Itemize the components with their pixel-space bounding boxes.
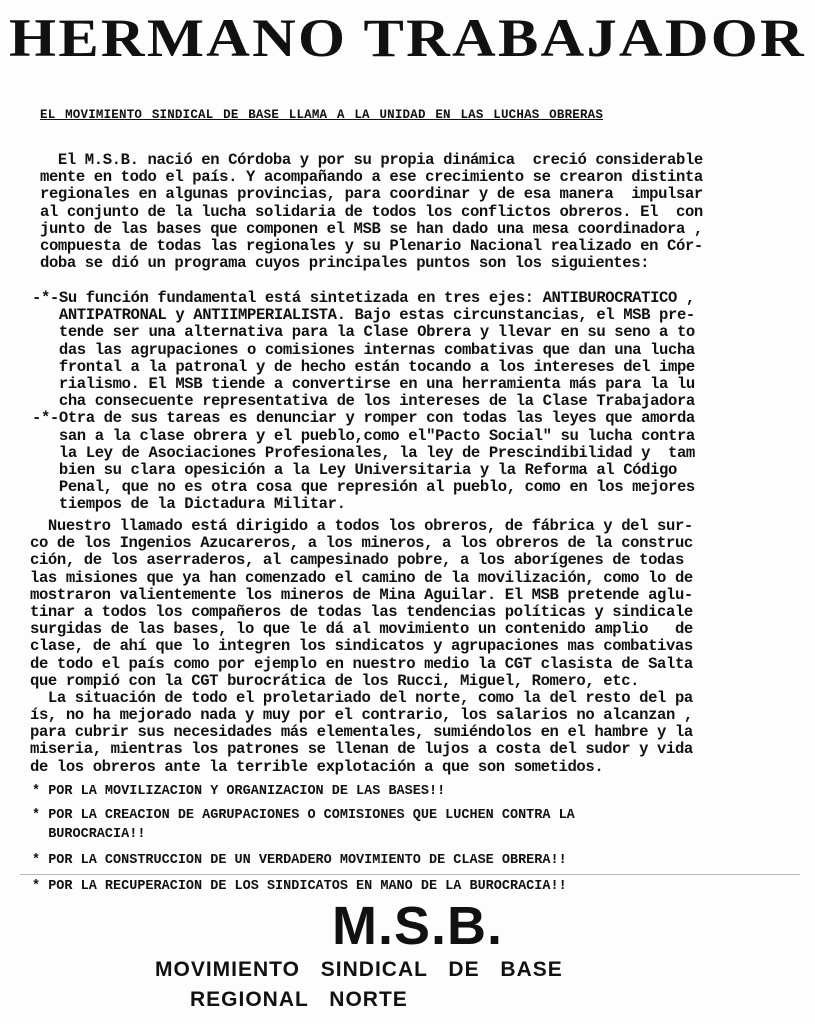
text-line: la Ley de Asociaciones Profesionales, la ley de Prescindibilidad y tam — [32, 443, 695, 462]
text-line: de los obreros ante la terrible explotación a que son sometidos. — [30, 757, 604, 776]
text-line: doba se dió un programa cuyos principales puntos son los siguientes: — [40, 254, 650, 273]
text-line: surgidas de las bases, lo que le dá al movimiento un contenido amplio de — [30, 620, 693, 639]
text-line: junto de las bases que componen el MSB se han dado una mesa coordinadora , — [40, 219, 703, 238]
text-line: Penal, que no es otra cosa que represión al pueblo, como en los mejores — [32, 478, 695, 497]
text-line: clase, de ahí que lo integren los sindicatos y agrupaciones mas combativas — [30, 637, 693, 656]
text-line: ANTIPATRONAL y ANTIIMPERIALISTA. Bajo estas circunstancias, el MSB pre- — [32, 306, 695, 325]
text-line: mente en todo el país. Y acompañando a ese crecimiento se crearon distinta — [40, 168, 703, 187]
divider — [20, 874, 800, 875]
text-line: tiempos de la Dictadura Militar. — [32, 495, 346, 514]
slogan-2: * POR LA CREACION DE AGRUPACIONES O COMISIONES QUE LUCHEN CONTRA LA BUROCRACIA!! — [32, 808, 575, 842]
text-line: bien su clara opesición a la Ley Universitaria y la Reforma al Código — [32, 460, 677, 479]
text-line: frontal a la patronal y de hecho están tocando a los intereses del impe — [32, 357, 695, 376]
text-line: al conjunto de la lucha solidaria de todos los conflictos obreros. El con — [40, 202, 703, 221]
text-line: Nuestro llamado está dirigido a todos los obreros, de fábrica y del sur- — [30, 517, 693, 535]
text-line: regionales en algunas provincias, para coordinar y de esa manera impulsar — [40, 185, 703, 204]
text-line: compuesta de todas las regionales y su Plenario Nacional realizado en Cór- — [40, 236, 703, 255]
slogan-1: * POR LA MOVILIZACION Y ORGANIZACION DE LAS BASES!! — [32, 784, 446, 799]
text-line: para cubrir sus necesidades más elementales, sumiéndolos en el hambre y la — [30, 723, 693, 742]
text-line: -*-Su función fundamental está sintetizada en tres ejes: ANTIBUROCRATICO , — [32, 289, 695, 307]
text-line: -*-Otra de sus tareas es denunciar y romper con todas las leyes que amorda — [32, 409, 695, 428]
text-line: mostraron valientemente los mineros de Mina Aguilar. El MSB pretende aglu- — [30, 585, 693, 604]
text-line: co de los Ingenios Azucareros, a los mineros, a los obreros de la construc — [30, 534, 693, 553]
text-line: das las agrupaciones o comisiones internas combativas que dan una lucha — [32, 340, 695, 359]
text-line: las misiones que ya han comenzado el camino de la movilización, como lo de — [30, 568, 693, 587]
signature-region: REGIONAL NORTE — [190, 988, 408, 1011]
text-line: ís, no ha mejorado nada y muy por el contrario, los salarios no alcanzan , — [30, 706, 693, 725]
text-line: rialismo. El MSB tiende a convertirse en una herramienta más para la lu — [32, 374, 695, 393]
text-line: que rompió con la CGT burocrática de los Rucci, Miguel, Romero, etc. — [30, 671, 640, 690]
text-line: tende ser una alternativa para la Clase Obrera y llevar en su seno a to — [32, 323, 695, 342]
text-line: ción, de los aserraderos, al campesinado pobre, a los aborígenes de todas — [30, 551, 684, 570]
text-line: La situación de todo el proletariado del norte, como la del resto del pa — [30, 688, 693, 707]
document-subtitle: EL MOVIMIENTO SINDICAL DE BASE LLAMA A LA UNIDAD EN LAS LUCHAS OBRERAS — [40, 108, 604, 122]
text-line: El M.S.B. nació en Córdoba y por su propia dinámica creció considerable — [40, 151, 703, 169]
signature-acronym: M.S.B. — [331, 896, 503, 956]
text-line: de todo el país como por ejemplo en nuestro medio la CGT clasista de Salta — [30, 654, 693, 673]
slogan-4: * POR LA RECUPERACION DE LOS SINDICATOS EN MANO DE LA BUROCRACIA!! — [32, 879, 567, 894]
program-points — [32, 290, 695, 513]
text-line: san a la clase obrera y el pueblo,como el"Pacto Social" su lucha contra — [32, 426, 695, 445]
text-line: miseria, mientras los patrones se llenan de lujos a costa del sudor y vida — [30, 740, 693, 759]
intro-paragraph — [40, 152, 703, 272]
signature-name: MOVIMIENTO SINDICAL DE BASE — [155, 958, 563, 981]
document-title: HERMANO TRABAJADOR — [9, 8, 806, 68]
text-line: cha consecuente representativa de los intereses de la Clase Trabajadora — [32, 392, 695, 411]
text-line: tinar a todos los compañeros de todas las tendencias políticas y sindicale — [30, 602, 693, 621]
call-paragraph — [30, 518, 693, 776]
slogan-3: * POR LA CONSTRUCCION DE UN VERDADERO MOVIMIENTO DE CLASE OBRERA!! — [32, 853, 567, 868]
